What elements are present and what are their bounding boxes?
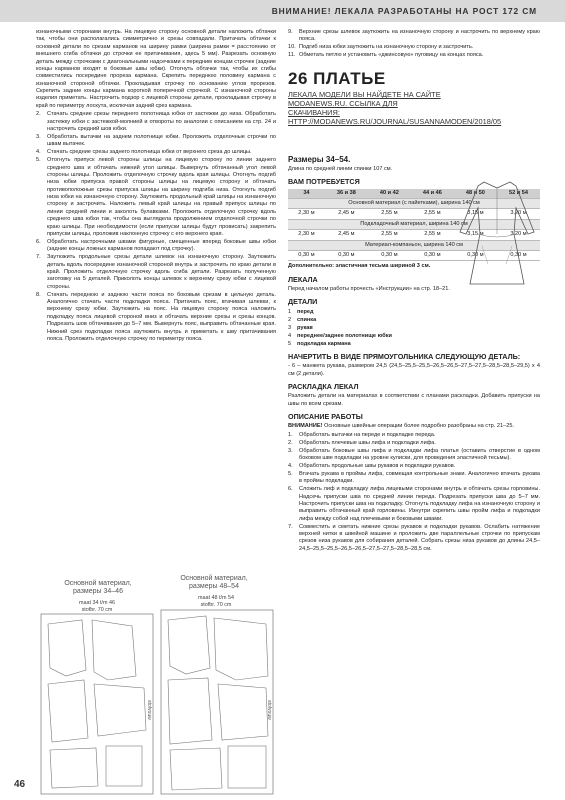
list-item	[36, 239, 276, 254]
list-item	[288, 524, 540, 554]
download-link-url[interactable]: ССЫЛКА ДЛЯ СКАЧИВАНИЯ: HTTP://MODANEWS.RU/JOURNAL/SUSANNAMODEN/2018/05	[288, 99, 502, 127]
table-caption: Материал-компаньон, ширина 140 см	[288, 240, 540, 250]
item-number: 11.	[288, 52, 296, 59]
item-text: подкладка кармана	[297, 340, 351, 347]
item-text: Обработать продольные швы рукавов и подкладки рукавов.	[299, 462, 456, 469]
item-number: 4.	[288, 462, 293, 469]
table-header-cell: 44 и 46	[411, 189, 454, 199]
download-link-lead: ЛЕКАЛА МОДЕЛИ ВЫ НАЙДЕТЕ НА САЙТЕ MODANEWS.RU.	[288, 90, 441, 109]
item-text: перед	[297, 308, 314, 315]
left-piece-pocket	[106, 746, 142, 786]
table-cell: 2,45 м	[325, 230, 368, 240]
item-text: Втачать рукава в проймы лифа, совмещая контрольные знаки. Аналогично втачать рукава в проймы подкладки.	[299, 470, 540, 485]
page-header: ВНИМАНИЕ! ЛЕКАЛА РАЗРАБОТАНЫ НА РОСТ 172 СМ	[0, 0, 565, 22]
list-item	[288, 471, 540, 486]
item-number: 6.	[36, 238, 41, 245]
right-piece-back	[214, 618, 268, 680]
item-number: 6.	[288, 486, 293, 493]
item-text: Совместить и сметать нижние срезы рукавов и подкладки рукавов. Ослабить натяжение верхней нитки в швейной машине и проложить две параллельные строчки по припускам срезов низа рукавов для собирания деталей. Собрать срезы низа рукавов до длины 24,5–24,5–25,5–25,5–26,5–26,5–27,5–27,5–28,5–28,5 см.	[299, 523, 540, 552]
left-piece-back	[92, 620, 136, 680]
table-header-cell: 40 и 42	[368, 189, 411, 199]
item-number: 3.	[36, 133, 41, 140]
table-header-cell: 52 и 54	[497, 189, 540, 199]
right-fold-label: stofvouw	[266, 700, 272, 720]
table-cell: 3,15 м	[454, 209, 497, 219]
item-number: 5.	[288, 470, 293, 477]
list-item	[288, 448, 540, 463]
left-fold-label: stofvouw	[146, 700, 152, 720]
lekala-heading: ЛЕКАЛА	[288, 274, 318, 284]
list-item	[288, 486, 540, 523]
item-text: Обработать боковые швы лифа и подкладки лифа платья (оставить отверстие в одном боковом шве подкладки на уровне кулиски, для проведения эластичной тесьмы).	[299, 447, 540, 461]
right-column	[288, 29, 540, 554]
left-layout-size-line1: maat 34 t/m 46	[79, 600, 115, 606]
table-cell: 2,55 м	[411, 209, 454, 219]
right-layout-size-line1: maat 48 t/m 54	[198, 595, 234, 601]
left-piece-skirt-2	[50, 748, 98, 788]
item-number: 9.	[288, 29, 293, 35]
table-cell: 0,30 м	[454, 250, 497, 260]
item-text: Верхние срезы шлевок заутюжить на изнаночную сторону и настрочить по верхнему краю пояса.	[299, 29, 540, 43]
item-text: Обработать вытачки на переде и подкладке переда.	[299, 431, 436, 438]
left-column	[36, 29, 276, 344]
item-number: 3.	[288, 447, 293, 454]
list-item	[288, 325, 540, 332]
right-piece-skirt	[218, 684, 268, 740]
item-text: переднее/заднее полотнище юбки	[297, 332, 392, 339]
layout-text: Разложить детали на материалах в соответствии с планами раскладки. Добавить припуски на швы по всем срезам.	[288, 393, 540, 407]
work-intro-lead: ВНИМАНИЕ!	[288, 423, 323, 430]
item-number: 8.	[36, 291, 41, 298]
left-piece-front	[48, 620, 86, 676]
table-cell: 0,30 м	[497, 250, 540, 260]
layout-heading: РАСКЛАДКА ЛЕКАЛ	[288, 381, 359, 391]
left-piece-skirt	[94, 684, 146, 736]
details-list	[288, 309, 540, 348]
right-piece-front	[168, 616, 210, 674]
table-header-cell: 48 и 50	[454, 189, 497, 199]
item-text: Отогнуть припуск левой стороны шлицы на лицевую сторону по линии заднего среднего шва и обтачать нижний угол шлицы. Вывернуть обтачанный угол левой стороны шлицы. Проложить отделочную строчку вдоль края шлицы. Отогнуть подгиб низа юбки припуска правой стороны шлицы на лицевую сторону и обтачать противоположные срезы припуска шлицы на ширину подгиба низа. Отогнуть подгиб низа юбки на изнаночную сторону. Заутюжить продольный край шлицы на изнаночную сторону и застрочить. Наложить левый край шлицы на правый припуск шлицы по линии средней линии и заколоть булавками. Проложить отделочную строчку вдоль среднего шва юбки так, чтобы она выглядела продолжением отделочной строчки по краю шлицы. При необходимости (если припуски шлицы будут провисать) закрепить припуски шлицы, проложив наклонную строчку с его верхнего края.	[47, 157, 276, 237]
pattern-layouts	[36, 575, 276, 795]
work-heading: ОПИСАНИЕ РАБОТЫ	[288, 411, 363, 421]
length-note: Длина по средней линии спинки 107 см.	[288, 166, 393, 173]
pattern-layout-drawing	[36, 580, 276, 795]
draw-text: - 6 – манжета рукава, размером 24,5 (24,5–25,5–25,5–26,5–26,5–27,5–27,5–28,5–28,5–29,5) х 4 см (2 детали).	[288, 363, 540, 377]
table-cell: 3,15 м	[454, 230, 497, 240]
item-text: Стачать средние срезы переднего полотнища юбки от застежки до низа. Обработать застежку юбки с застежкой-молнией и отвороты по аналогии с описанием на стр. 24 и настрочить средний шов юбки.	[47, 111, 276, 132]
item-text: Обработать настрочными швами фигурные, смещенные вперед боковые швы юбки (задние концы ложных карманов попадают под строчку).	[47, 238, 276, 253]
item-text: Обработать плечевые швы лифа и подкладки лифа.	[299, 439, 436, 446]
list-item	[288, 317, 540, 324]
item-number: 1	[288, 308, 292, 315]
item-text: Обработать вытачки на заднем полотнище юбки. Проложить отделочные строчки по швам вытачек.	[47, 133, 276, 148]
table-cell: 2,30 м	[288, 209, 325, 219]
left-layout-caption-line2: размеры 34–46	[73, 588, 123, 596]
list-item	[36, 157, 276, 238]
list-item	[288, 463, 540, 470]
table-cell: 2,55 м	[368, 209, 411, 219]
item-text: Обметать петлю и установить «джинсовую» пуговицу на концах пояса.	[299, 52, 484, 59]
dress-title: 26 ПЛАТЬЕ	[288, 68, 386, 88]
list-item	[36, 292, 276, 344]
list-item	[36, 149, 276, 156]
item-number: 7.	[288, 523, 293, 530]
item-number: 5.	[36, 157, 41, 164]
list-item	[288, 52, 540, 59]
table-cell: 2,55 м	[368, 230, 411, 240]
item-number: 2.	[288, 439, 293, 446]
item-text: Стачать переднюю и заднюю части пояса по боковым срезам в цельную деталь. Аналогично стачать части подкладки пояса. Притачать пояс, втачивая шлевки, к верхнему срезу юбки. Заутюжить на пояс. На лицевую сторону пояса наложить подкладку пояса лицевой стороной вниз и обтачать верхние срезы и срезы концов. Подрезать шов обтачивания до 5–7 мм. Вывернуть пояс, выправить обтачанные края. Нижний срез подкладки пояса заутюжить внутрь и приметать к шву притачивания пояса. Проложить отделочную строчку по периметру пояса.	[47, 291, 276, 342]
extra-note: Дополнительно: эластичная тесьма шириной 3 см.	[288, 263, 431, 270]
list-item	[288, 44, 540, 51]
item-number: 4.	[36, 149, 41, 156]
table-cell: 3,20 м	[497, 230, 540, 240]
table-cell: 2,30 м	[288, 230, 325, 240]
item-number: 2.	[36, 111, 41, 118]
list-item	[288, 440, 540, 447]
draw-heading: НАЧЕРТИТЬ В ВИДЕ ПРЯМОУГОЛЬНИКА СЛЕДУЮЩУЮ ДЕТАЛЬ:	[288, 351, 521, 361]
left-layout-size-line2: stofbr. 70 cm	[81, 607, 113, 614]
lekala-text: Перед началом работы прочесть «Инструкции» на стр. 18–21.	[288, 285, 450, 292]
item-text: Заутюжить продольные срезы детали шлевок на изнаночную сторону. Заутюжить деталь вдоль посередине изнаночной стороной внутрь и застрочить по краю детали в край. Проложить отделочную строчку вдоль сгиба детали. Разрезать полученную заготовку на 5 деталей. Приколоть концы шлевок к верхнему срезу юбки с лицевой стороны.	[47, 254, 276, 290]
item-text: рукав	[297, 324, 313, 331]
item-text: спинка	[297, 316, 317, 323]
right-piece-skirt-2	[170, 748, 222, 790]
table-caption: Подкладочный материал, ширина 140 см	[288, 219, 540, 229]
work-intro	[288, 423, 540, 430]
list-item	[36, 254, 276, 291]
intro-paragraph: изнаночными сторонами внутрь. На лицевую сторону основной детали наложить обтачки так, чтобы они располагались симметрично и срезы совпадали. Притачать обтачки к основной детали по срезам карманов на ширину рамки (ширина рамки = расстоянию от внешнего сгиба обтачки до строчки ее притачивания, здесь 5 мм). Разрезать основную деталь между строчками с диагональными надсечками к передним концам строчек (задние концы карманов входят в боковые швы юбки). Отогнуть обтачки так, чтобы их сгибы совместились посередине прореза кармана. Скрепить переднюю половину кармана с изнаночной стороной обтачки. Прокладывая строчку по основанию углов прорезов. Скрепить задние концы кармана короткой поперечной строчкой. С изнаночной стороны изделия приметать. Настрочить подзор с лицевой стороны детали, прокладывая строчку в край по периметру лоскута, исключая задний срез кармана.	[36, 29, 276, 109]
right-fabric-outline	[161, 610, 273, 794]
left-piece-sleeve	[48, 680, 88, 742]
item-number: 4	[288, 332, 292, 339]
table-header-cell: 36 и 38	[325, 189, 368, 199]
item-number: 1.	[288, 431, 293, 438]
table-cell: 2,45 м	[325, 209, 368, 219]
materials-heading: ВАМ ПОТРЕБУЕТСЯ	[288, 177, 360, 187]
item-number: 7.	[36, 254, 41, 261]
table-cell: 0,30 м	[288, 250, 325, 260]
table-cell: 3,20 м	[497, 209, 540, 219]
item-text: Сложить лиф и подкладку лифа лицевыми сторонами внутрь и обтачать срезы горловины. Надсечь припуски шва по средней линии переда. Подрезать припуски шва до 5–7 мм. Настрочить припуски шва на подкладку. Отогнуть подкладку лифа на изнаночную сторону и выправить обтачанный край горловины. Изнутри скрепить швы пройм лифа и подкладки лифа между собой над плечевыми и боковыми швами.	[299, 486, 540, 522]
table-cell: 0,30 м	[411, 250, 454, 260]
work-intro-text: Основные швейные операции более подробно разобраны на стр. 21–25.	[322, 423, 514, 430]
right-layout-size-line2: stofbr. 70 cm	[200, 602, 232, 609]
item-number: 2	[288, 316, 292, 323]
list-item	[288, 341, 540, 348]
item-text: Подгиб низа юбки заутюжить на изнаночную сторону и застрочить.	[299, 44, 474, 51]
item-number: 3	[288, 324, 292, 331]
left-layout-caption-line1: Основной материал,	[64, 580, 132, 587]
details-heading: ДЕТАЛИ	[288, 297, 318, 307]
item-text: Стачать средние срезы заднего полотнища юбки от верхнего среза до шлицы.	[47, 149, 252, 156]
right-piece-sleeve	[168, 678, 212, 744]
download-link[interactable]	[288, 90, 502, 127]
table-cell: 2,55 м	[411, 230, 454, 240]
table-caption: Основной материал (с пайетками), ширина 140 см	[288, 199, 540, 209]
table-header-cell: 34	[288, 189, 325, 199]
item-number: 5	[288, 340, 292, 347]
list-item	[288, 432, 540, 439]
table-cell: 0,30 м	[325, 250, 368, 260]
item-number: 10.	[288, 44, 296, 51]
right-layout-caption-line1: Основной материал,	[180, 575, 248, 582]
right-layout-caption-line2: размеры 48–54	[189, 583, 239, 591]
table-cell: 0,30 м	[368, 250, 411, 260]
dress-sketch-illustration	[454, 174, 540, 294]
right-piece-pocket	[228, 746, 266, 788]
list-item	[288, 333, 540, 340]
list-item	[288, 29, 540, 44]
list-item	[288, 309, 540, 316]
list-item	[36, 111, 276, 133]
sizes-heading: Размеры 34–54.	[288, 154, 351, 164]
page-number: 46	[14, 779, 26, 790]
list-item	[36, 134, 276, 149]
